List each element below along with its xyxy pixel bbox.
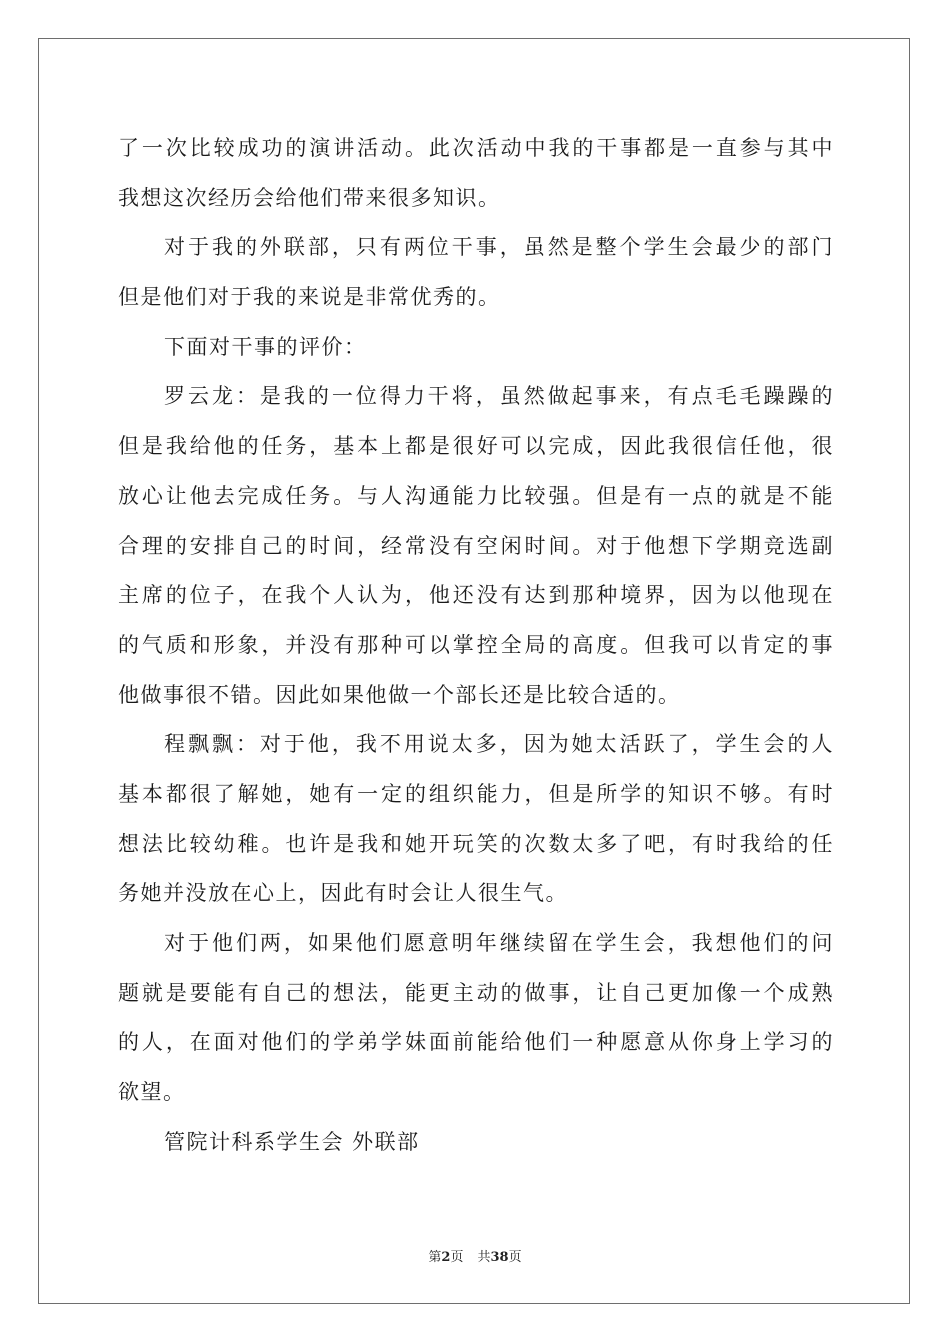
text-line: 题就是要能有自己的想法，能更主动的做事，让自己更加像一个成熟 [118,980,834,1005]
text-line: 欲望。 [118,1080,186,1105]
text-line: 的气质和形象，并没有那种可以掌控全局的高度。但我可以肯定的事 [118,632,834,657]
text-line: 下面对干事的评价： [164,334,367,359]
total-pages: 38 [490,1250,509,1265]
text-line: 放心让他去完成任务。与人沟通能力比较强。但是有一点的就是不能 [118,483,834,508]
text-line: 主席的位子，在我个人认为，他还没有达到那种境界，因为以他现在 [118,583,834,608]
page-footer [0,1246,950,1265]
text-line: 他做事很不错。因此如果他做一个部长还是比较合适的。 [118,682,681,707]
text-line: 程飘飘：对于他，我不用说太多，因为她太活跃了，学生会的人 [164,732,834,757]
page-number: 2 [441,1250,451,1265]
text-line: 罗云龙：是我的一位得力干将，虽然做起事来，有点毛毛躁躁的 [164,384,834,409]
text-line: 但是他们对于我的来说是非常优秀的。 [118,285,501,310]
text-line: 我想这次经历会给他们带来很多知识。 [118,185,501,210]
text-line: 对于他们两，如果他们愿意明年继续留在学生会，我想他们的问 [164,931,834,955]
text-line: 合理的安排自己的时间，经常没有空闲时间。对于他想下学期竞选副 [118,533,834,558]
total-label-prefix: 共 [477,1250,491,1265]
text-line: 对于我的外联部，只有两位干事，虽然是整个学生会最少的部门 [164,235,834,260]
text-line: 务她并没放在心上，因此有时会让人很生气。 [118,881,568,906]
total-label-suffix: 页 [508,1250,522,1265]
page-label-prefix: 第 [428,1250,442,1265]
signature-line: 管院计科系学生会 外联部 [164,1129,420,1154]
page-label-suffix: 页 [450,1250,464,1265]
text-line: 基本都很了解她，她有一定的组织能力，但是所学的知识不够。有时 [118,781,834,806]
text-line: 的人，在面对他们的学弟学妹面前能给他们一种愿意从你身上学习的 [118,1030,834,1055]
text-line: 了一次比较成功的演讲活动。此次活动中我的干事都是一直参与其中 [118,136,834,160]
text-line: 但是我给他的任务，基本上都是很好可以完成，因此我很信任他，很 [118,434,834,459]
text-line: 想法比较幼稚。也许是我和她开玩笑的次数太多了吧，有时我给的任 [118,831,834,856]
document-body [118,124,834,1167]
